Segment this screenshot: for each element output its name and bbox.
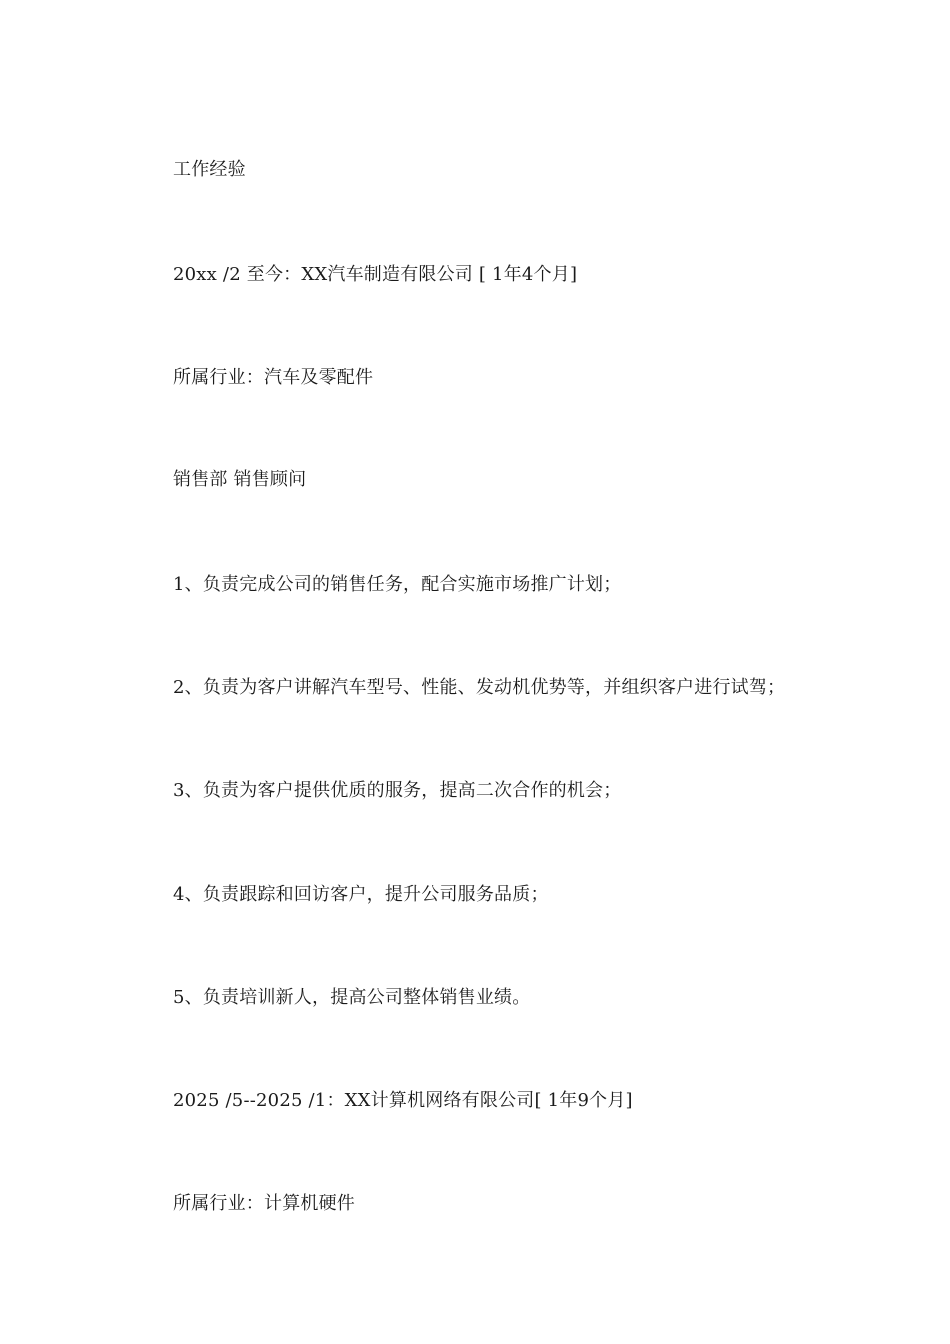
- section-title: 工作经验: [173, 159, 246, 180]
- job2-industry: 所属行业：计算机硬件: [173, 1193, 355, 1214]
- job1-duty-1: 1、负责完成公司的销售任务，配合实施市场推广计划；: [173, 574, 622, 595]
- job1-duty-2: 2、负责为客户讲解汽车型号、性能、发动机优势等，并组织客户进行试驾；: [173, 677, 786, 698]
- job1-duty-4: 4、负责跟踪和回访客户，提升公司服务品质；: [173, 884, 549, 905]
- job2-period-company: 2025 /5--2025 /1：XX计算机网络有限公司[ 1年9个月]: [173, 1090, 633, 1111]
- job1-period-company: 20xx /2 至今：XX汽车制造有限公司 [ 1年4个月]: [173, 264, 578, 285]
- job1-duty-5: 5、负责培训新人，提高公司整体销售业绩。: [173, 987, 531, 1008]
- job1-department-position: 销售部 销售顾问: [173, 469, 307, 490]
- job1-industry: 所属行业：汽车及零配件: [173, 367, 374, 388]
- job1-duty-3: 3、负责为客户提供优质的服务，提高二次合作的机会；: [173, 780, 622, 801]
